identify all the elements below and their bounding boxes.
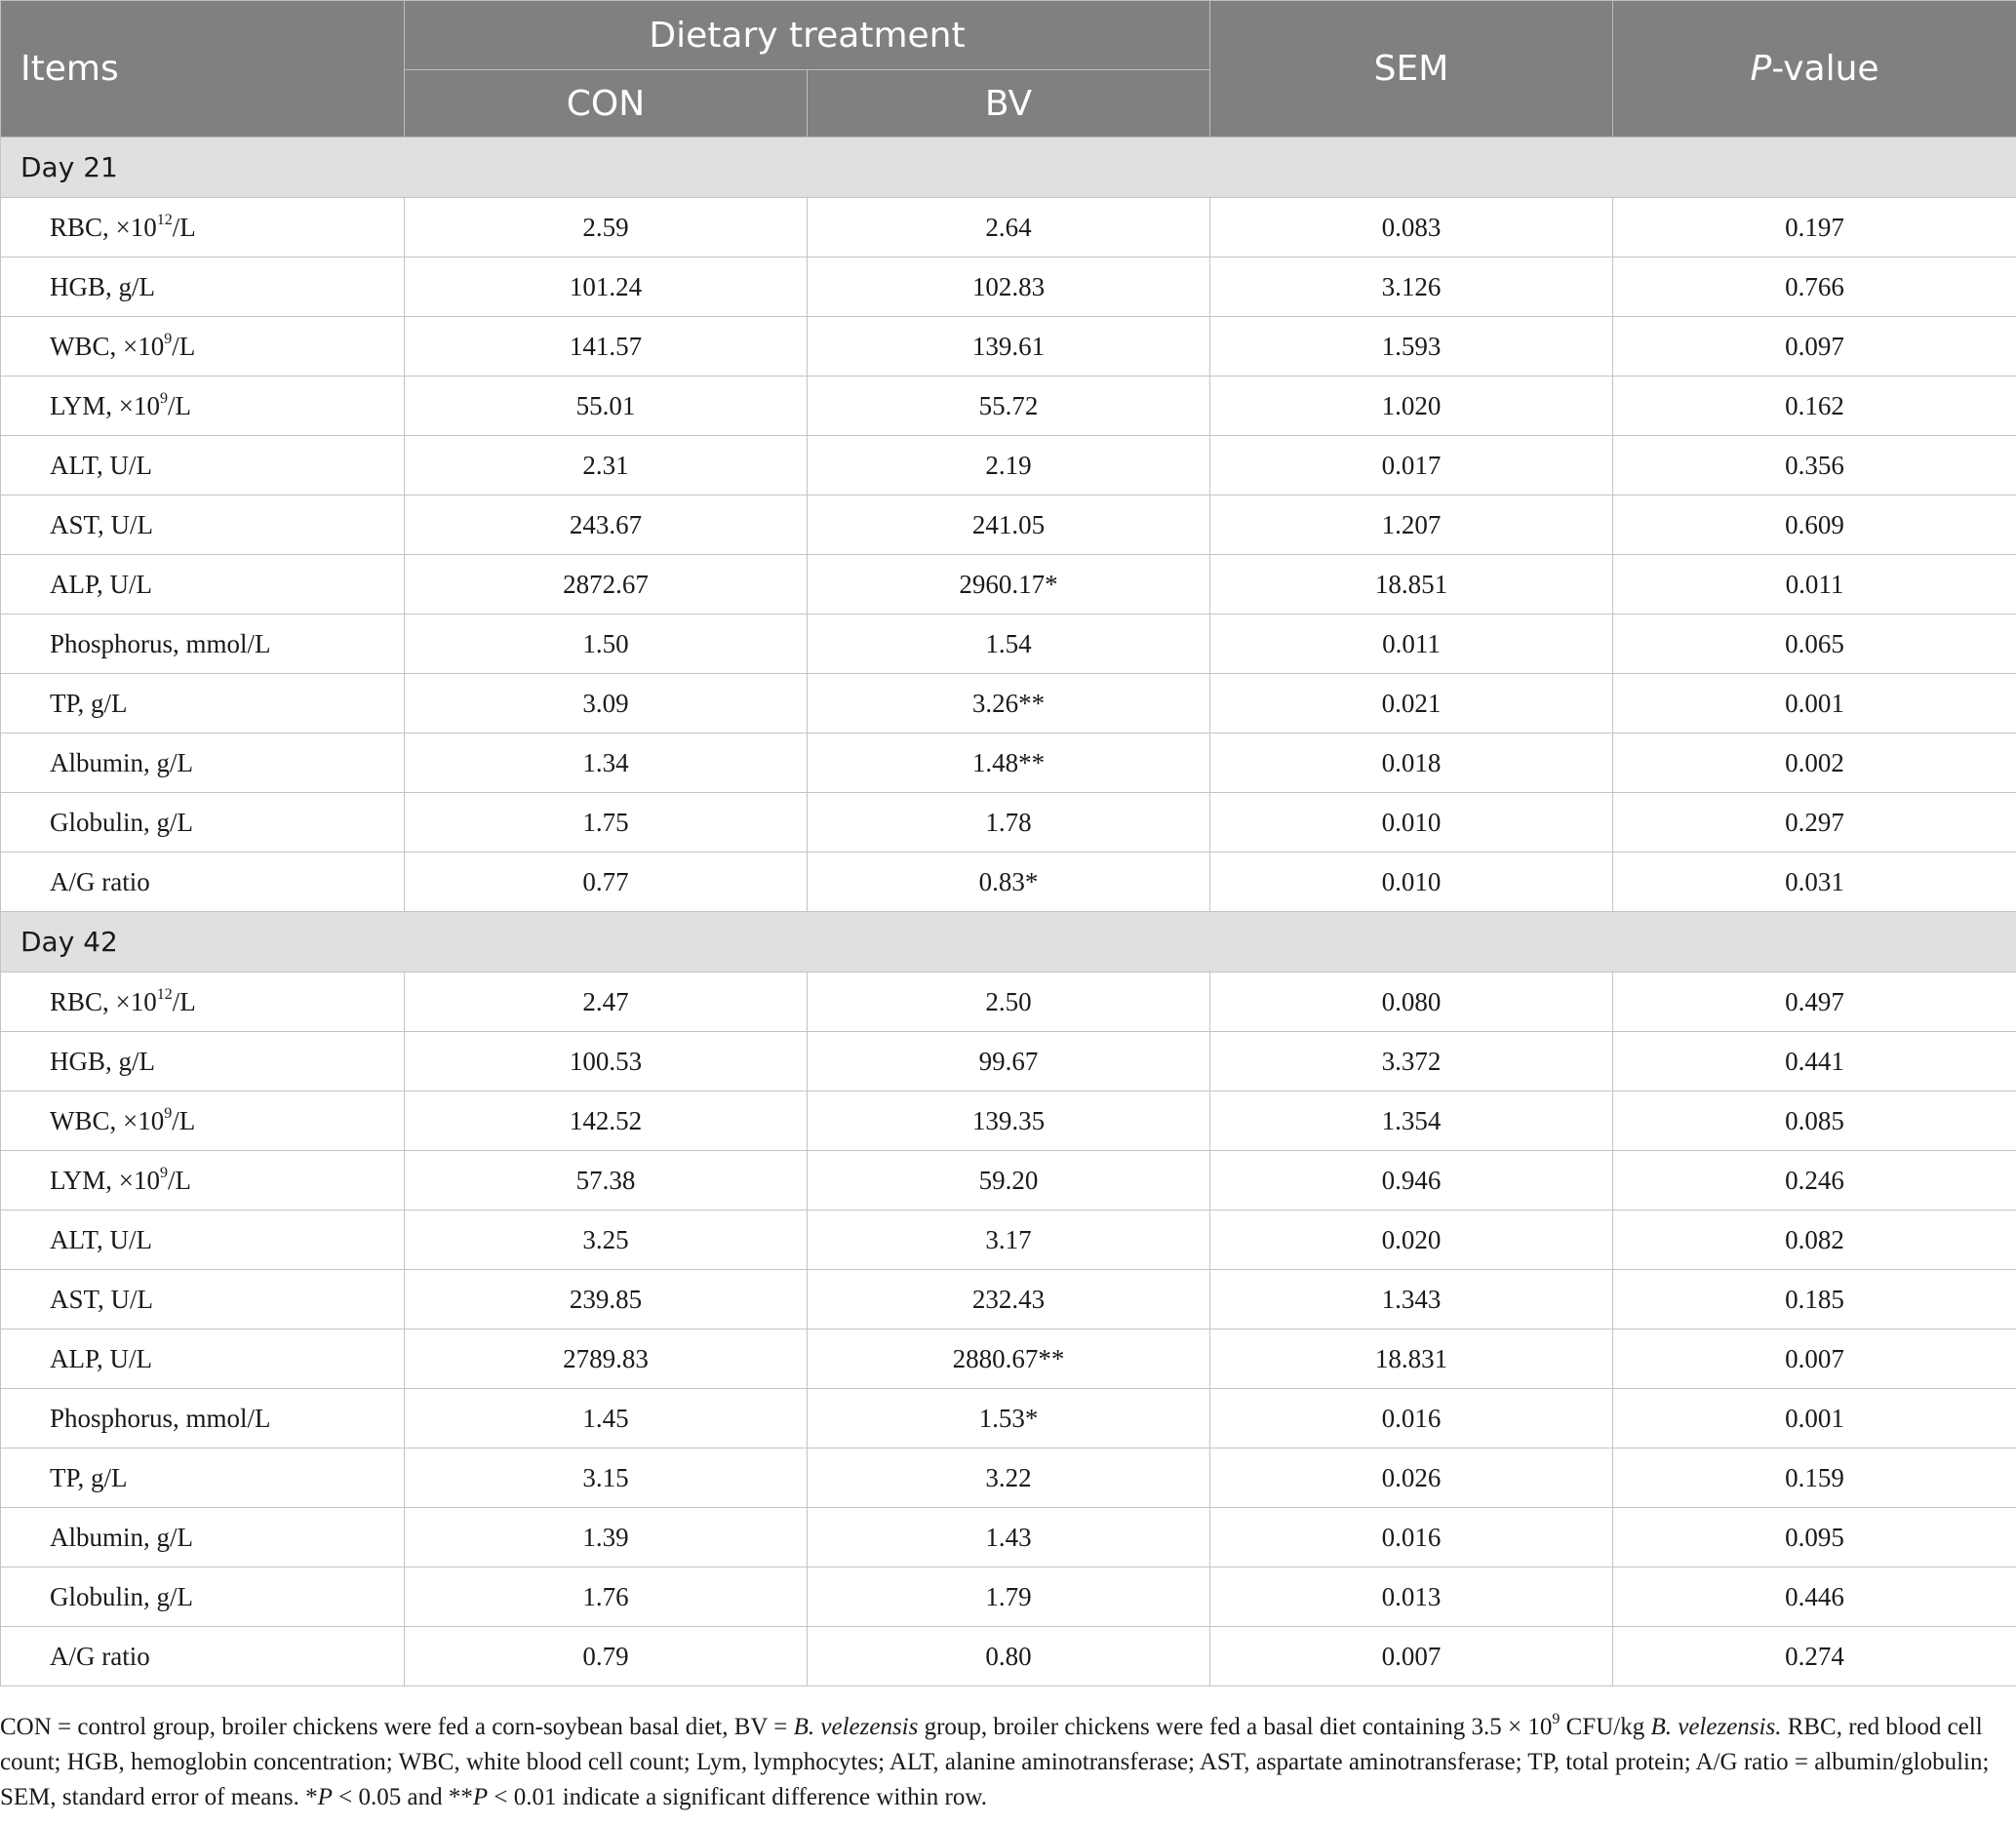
table-row (1, 674, 2016, 734)
table-row (1, 615, 2016, 674)
cell-p-value: 0.065 (1613, 615, 2016, 674)
cell-bv: 102.83 (808, 258, 1210, 317)
footnote-text: RBC, red blood cell count; HGB, hemoglobin concentration; WBC, white blood cell count; Lym, lymphocytes; ALT, alanine aminotransferase; AST, aspartate aminotransferase; TP, total protein; A/G ratio = albumin/globulin; SEM, standard error of means. * (0, 1714, 1990, 1810)
item-name: Globulin, g/L (50, 1581, 193, 1611)
table-body (1, 138, 2016, 1686)
cell-bv: 99.67 (808, 1032, 1210, 1091)
table-row (1, 1151, 2016, 1210)
item-exponent: 12 (156, 985, 173, 1003)
cell-p-value: 0.197 (1613, 198, 2016, 258)
cell-bv: 2.64 (808, 198, 1210, 258)
row-item-label (1, 1270, 405, 1329)
cell-bv: 232.43 (808, 1270, 1210, 1329)
cell-p-value: 0.002 (1613, 734, 2016, 793)
cell-con: 0.77 (405, 853, 808, 912)
cell-bv: 2.19 (808, 436, 1210, 496)
cell-sem: 18.851 (1210, 555, 1613, 615)
row-item-label (1, 496, 405, 555)
cell-con: 141.57 (405, 317, 808, 377)
item-name: WBC, ×10 (50, 331, 165, 361)
cell-con: 0.79 (405, 1627, 808, 1686)
cell-bv: 2.50 (808, 972, 1210, 1032)
cell-sem: 0.946 (1210, 1151, 1613, 1210)
cell-con: 1.45 (405, 1389, 808, 1448)
item-name: ALT, U/L (50, 450, 152, 480)
cell-p-value: 0.085 (1613, 1091, 2016, 1151)
table-row (1, 1567, 2016, 1627)
cell-bv: 3.26** (808, 674, 1210, 734)
cell-bv: 0.83* (808, 853, 1210, 912)
table-row (1, 258, 2016, 317)
footnote-text: < 0.05 and ** (332, 1784, 473, 1810)
table-row (1, 377, 2016, 436)
cell-bv: 241.05 (808, 496, 1210, 555)
table-row (1, 1210, 2016, 1270)
cell-con: 1.34 (405, 734, 808, 793)
table-row (1, 496, 2016, 555)
row-item-label (1, 436, 405, 496)
cell-sem: 1.020 (1210, 377, 1613, 436)
item-name: AST, U/L (50, 509, 153, 539)
cell-con: 57.38 (405, 1151, 808, 1210)
cell-sem: 0.013 (1210, 1567, 1613, 1627)
row-item-label (1, 1091, 405, 1151)
cell-con: 100.53 (405, 1032, 808, 1091)
row-item-label (1, 377, 405, 436)
section-row (1, 138, 2016, 198)
row-item-label (1, 1032, 405, 1091)
item-name: RBC, ×10 (50, 986, 157, 1016)
cell-con: 2.47 (405, 972, 808, 1032)
header-items: Items (1, 1, 405, 138)
cell-sem: 3.372 (1210, 1032, 1613, 1091)
cell-p-value: 0.766 (1613, 258, 2016, 317)
cell-con: 1.75 (405, 793, 808, 853)
cell-p-value: 0.001 (1613, 674, 2016, 734)
row-item-label (1, 615, 405, 674)
item-name: A/G ratio (50, 866, 150, 896)
row-item-label (1, 734, 405, 793)
cell-sem: 18.831 (1210, 1329, 1613, 1389)
cell-sem: 0.010 (1210, 853, 1613, 912)
item-exponent: 9 (160, 389, 169, 407)
cell-bv: 2960.17* (808, 555, 1210, 615)
footnote-text: group, broiler chickens were fed a basal diet containing 3.5 × 10 (918, 1714, 1553, 1740)
table-row (1, 436, 2016, 496)
item-name: TP, g/L (50, 1462, 128, 1492)
item-name: Phosphorus, mmol/L (50, 1403, 271, 1433)
cell-con: 3.09 (405, 674, 808, 734)
row-item-label (1, 258, 405, 317)
footnote-text: CON = control group, broiler chickens were fed a corn-soybean basal diet, BV = (0, 1714, 794, 1740)
cell-bv: 1.78 (808, 793, 1210, 853)
cell-p-value: 0.274 (1613, 1627, 2016, 1686)
cell-con: 2.59 (405, 198, 808, 258)
item-name: LYM, ×10 (50, 1165, 161, 1195)
table-row (1, 1091, 2016, 1151)
cell-p-value: 0.097 (1613, 317, 2016, 377)
table-header (1, 1, 2016, 138)
cell-sem: 0.020 (1210, 1210, 1613, 1270)
item-name: ALP, U/L (50, 569, 153, 599)
table-row (1, 1270, 2016, 1329)
cell-con: 3.15 (405, 1448, 808, 1508)
table-row (1, 1389, 2016, 1448)
cell-bv: 59.20 (808, 1151, 1210, 1210)
cell-sem: 0.010 (1210, 793, 1613, 853)
cell-p-value: 0.297 (1613, 793, 2016, 853)
item-name: HGB, g/L (50, 1046, 155, 1076)
cell-sem: 1.354 (1210, 1091, 1613, 1151)
header-sem: SEM (1210, 1, 1613, 138)
cell-p-value: 0.011 (1613, 555, 2016, 615)
item-name: AST, U/L (50, 1284, 153, 1314)
row-item-label (1, 674, 405, 734)
table-row (1, 555, 2016, 615)
footnote-species: B. velezensis. (1650, 1714, 1782, 1740)
item-unit: /L (168, 390, 192, 420)
cell-con: 55.01 (405, 377, 808, 436)
table-row (1, 1508, 2016, 1567)
item-name: WBC, ×10 (50, 1105, 165, 1135)
item-name: A/G ratio (50, 1641, 150, 1671)
table-row (1, 1032, 2016, 1091)
row-item-label (1, 1508, 405, 1567)
cell-sem: 0.080 (1210, 972, 1613, 1032)
item-unit: /L (172, 1105, 196, 1135)
footnote-p-letter: P (472, 1784, 489, 1810)
item-exponent: 9 (164, 1104, 173, 1122)
footnote-text: CFU/kg (1560, 1714, 1651, 1740)
cell-p-value: 0.159 (1613, 1448, 2016, 1508)
footnote-text: < 0.01 indicate a significant difference within row. (488, 1784, 987, 1810)
row-item-label (1, 1210, 405, 1270)
cell-bv: 1.54 (808, 615, 1210, 674)
cell-sem: 0.026 (1210, 1448, 1613, 1508)
cell-bv: 1.43 (808, 1508, 1210, 1567)
cell-p-value: 0.497 (1613, 972, 2016, 1032)
item-unit: /L (172, 331, 196, 361)
cell-bv: 3.17 (808, 1210, 1210, 1270)
cell-con: 101.24 (405, 258, 808, 317)
cell-sem: 0.021 (1210, 674, 1613, 734)
cell-bv: 0.80 (808, 1627, 1210, 1686)
cell-bv: 1.79 (808, 1567, 1210, 1627)
item-exponent: 12 (156, 211, 173, 228)
header-dietary-treatment: Dietary treatment (405, 1, 1210, 70)
cell-con: 3.25 (405, 1210, 808, 1270)
cell-con: 2789.83 (405, 1329, 808, 1389)
table-row (1, 1329, 2016, 1389)
row-item-label (1, 1151, 405, 1210)
item-unit: /L (172, 212, 196, 242)
cell-sem: 0.017 (1210, 436, 1613, 496)
item-name: Globulin, g/L (50, 807, 193, 837)
row-item-label (1, 853, 405, 912)
row-item-label (1, 972, 405, 1032)
cell-con: 1.76 (405, 1567, 808, 1627)
cell-sem: 0.007 (1210, 1627, 1613, 1686)
section-row (1, 912, 2016, 972)
table-row (1, 972, 2016, 1032)
item-unit: /L (172, 986, 196, 1016)
section-label: Day 42 (1, 912, 2016, 972)
cell-con: 243.67 (405, 496, 808, 555)
footnote-exponent: 9 (1552, 1710, 1561, 1727)
item-name: ALT, U/L (50, 1224, 152, 1254)
cell-p-value: 0.001 (1613, 1389, 2016, 1448)
cell-sem: 0.016 (1210, 1508, 1613, 1567)
cell-sem: 0.083 (1210, 198, 1613, 258)
row-item-label (1, 1329, 405, 1389)
header-p-letter: P (1750, 49, 1772, 89)
cell-con: 142.52 (405, 1091, 808, 1151)
row-item-label (1, 1567, 405, 1627)
item-exponent: 9 (164, 330, 173, 347)
section-label: Day 21 (1, 138, 2016, 198)
cell-bv: 55.72 (808, 377, 1210, 436)
item-name: LYM, ×10 (50, 390, 161, 420)
footnote-p-letter: P (317, 1784, 333, 1810)
table-row (1, 734, 2016, 793)
cell-bv: 1.48** (808, 734, 1210, 793)
item-unit: /L (168, 1165, 192, 1195)
table-row (1, 1448, 2016, 1508)
header-con: CON (405, 70, 808, 138)
cell-p-value: 0.007 (1613, 1329, 2016, 1389)
cell-bv: 3.22 (808, 1448, 1210, 1508)
item-name: RBC, ×10 (50, 212, 157, 242)
header-bv: BV (808, 70, 1210, 138)
table-row (1, 1627, 2016, 1686)
table-row (1, 317, 2016, 377)
cell-p-value: 0.356 (1613, 436, 2016, 496)
header-p-suffix: -value (1771, 49, 1879, 89)
item-exponent: 9 (160, 1164, 169, 1181)
cell-p-value: 0.609 (1613, 496, 2016, 555)
table-row (1, 198, 2016, 258)
item-name: Phosphorus, mmol/L (50, 628, 271, 658)
item-name: TP, g/L (50, 688, 128, 718)
cell-p-value: 0.031 (1613, 853, 2016, 912)
table-row (1, 853, 2016, 912)
row-item-label (1, 1627, 405, 1686)
table-row (1, 793, 2016, 853)
cell-sem: 0.011 (1210, 615, 1613, 674)
cell-p-value: 0.246 (1613, 1151, 2016, 1210)
cell-con: 2.31 (405, 436, 808, 496)
cell-bv: 139.35 (808, 1091, 1210, 1151)
cell-sem: 1.593 (1210, 317, 1613, 377)
table-footnote (0, 1710, 1990, 1815)
row-item-label (1, 555, 405, 615)
cell-sem: 0.016 (1210, 1389, 1613, 1448)
cell-p-value: 0.441 (1613, 1032, 2016, 1091)
row-item-label (1, 1389, 405, 1448)
row-item-label (1, 317, 405, 377)
cell-sem: 1.207 (1210, 496, 1613, 555)
item-name: Albumin, g/L (50, 747, 193, 777)
header-p-value (1613, 1, 2016, 138)
cell-p-value: 0.185 (1613, 1270, 2016, 1329)
item-name: ALP, U/L (50, 1343, 153, 1373)
item-name: HGB, g/L (50, 271, 155, 301)
cell-sem: 0.018 (1210, 734, 1613, 793)
row-item-label (1, 1448, 405, 1508)
cell-p-value: 0.446 (1613, 1567, 2016, 1627)
cell-con: 239.85 (405, 1270, 808, 1329)
cell-bv: 2880.67** (808, 1329, 1210, 1389)
cell-p-value: 0.082 (1613, 1210, 2016, 1270)
cell-sem: 3.126 (1210, 258, 1613, 317)
footnote-species: B. velezensis (793, 1714, 919, 1740)
cell-bv: 1.53* (808, 1389, 1210, 1448)
cell-bv: 139.61 (808, 317, 1210, 377)
cell-con: 1.39 (405, 1508, 808, 1567)
cell-con: 1.50 (405, 615, 808, 674)
cell-sem: 1.343 (1210, 1270, 1613, 1329)
cell-p-value: 0.162 (1613, 377, 2016, 436)
row-item-label (1, 793, 405, 853)
cell-p-value: 0.095 (1613, 1508, 2016, 1567)
cell-con: 2872.67 (405, 555, 808, 615)
item-name: Albumin, g/L (50, 1522, 193, 1552)
row-item-label (1, 198, 405, 258)
